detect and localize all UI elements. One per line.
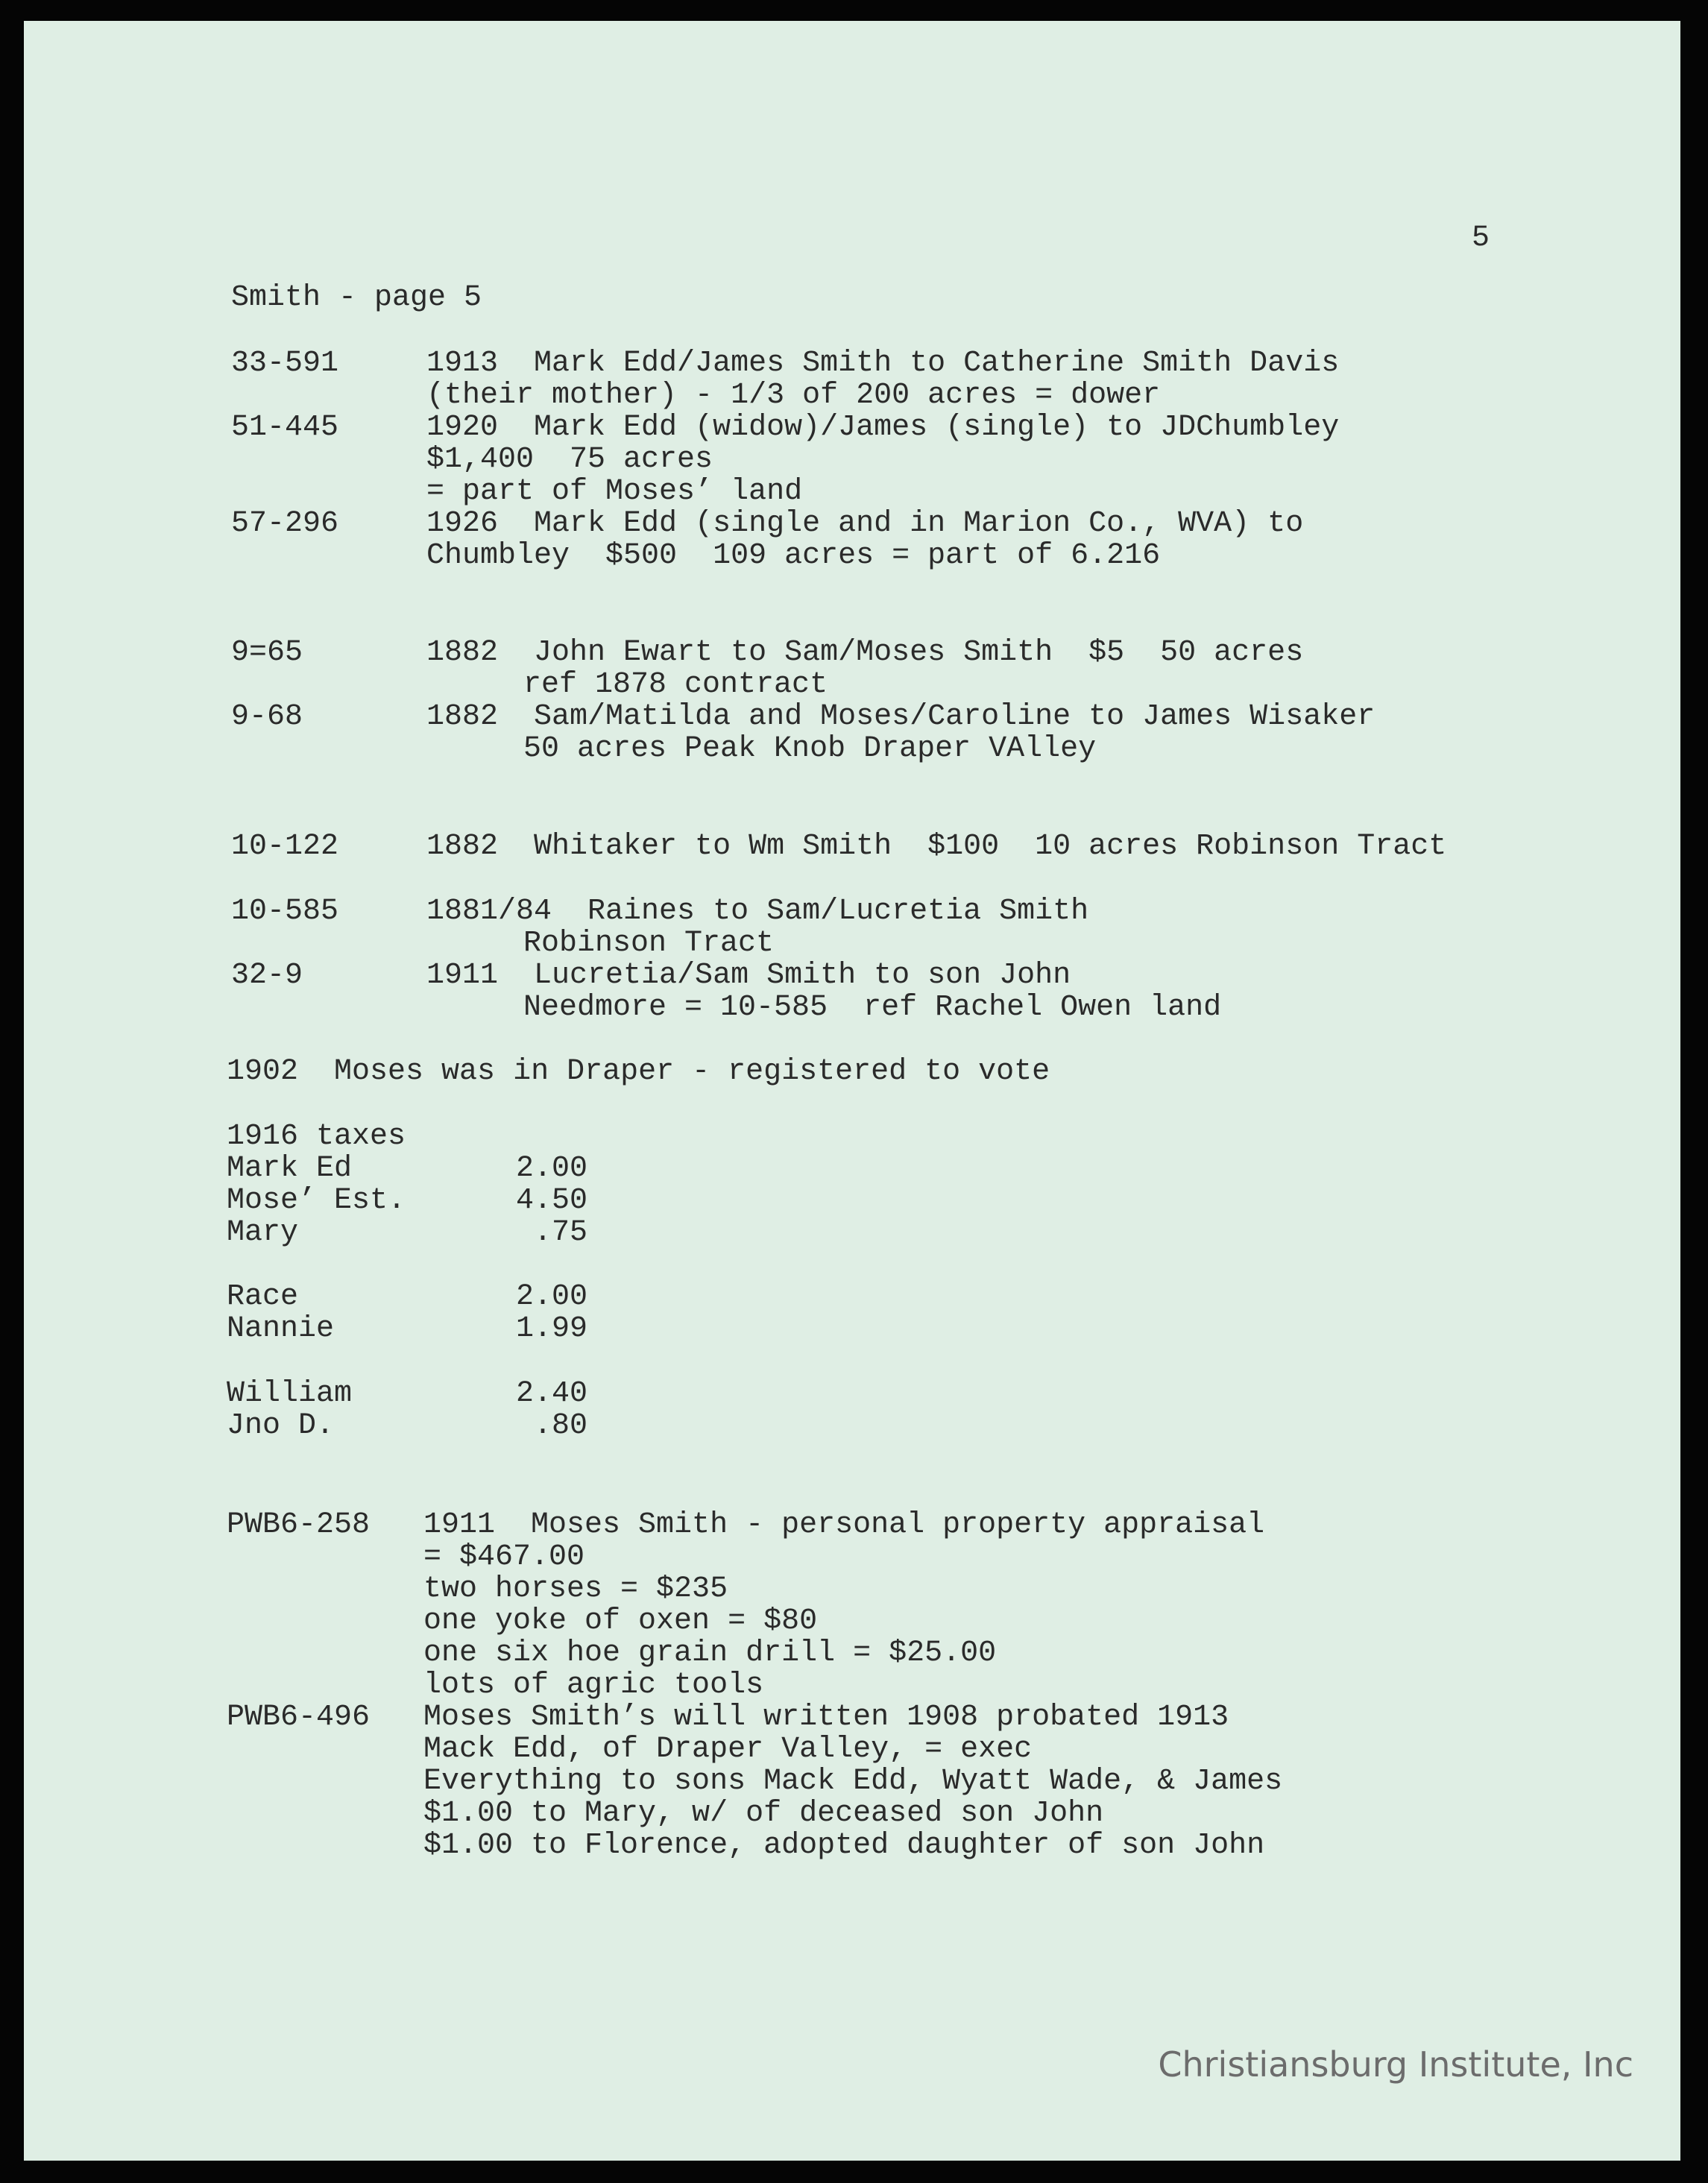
taxes-title: 1916 taxes xyxy=(227,1120,406,1153)
tax-amount: 4.50 xyxy=(516,1184,588,1217)
deed-ref: PWB6-258 xyxy=(227,1508,371,1542)
deed-ref: 10-122 xyxy=(231,830,339,863)
tax-name: Mary xyxy=(227,1216,299,1250)
document-page xyxy=(24,21,1680,2161)
deed-line: 1882 Whitaker to Wm Smith $100 10 acres Robinson Tract xyxy=(426,830,1447,863)
deed-line: Everything to sons Mack Edd, Wyatt Wade, & James xyxy=(423,1765,1283,1798)
deed-line: 1882 John Ewart to Sam/Moses Smith $5 50 acres xyxy=(426,636,1304,670)
deed-line: 50 acres Peak Knob Draper VAlley xyxy=(523,732,1097,766)
deed-line: lots of agric tools xyxy=(423,1669,764,1702)
deed-line: 1911 Lucretia/Sam Smith to son John xyxy=(426,959,1071,992)
deed-line: = part of Moses’ land xyxy=(426,475,803,508)
deed-line: Chumbley $500 109 acres = part of 6.216 xyxy=(426,539,1161,573)
deed-line: one six hoe grain drill = $25.00 xyxy=(423,1637,997,1670)
deed-ref: 9-68 xyxy=(231,700,303,734)
tax-name: William xyxy=(227,1377,353,1411)
deed-ref: 57-296 xyxy=(231,507,339,541)
tax-amount: .80 xyxy=(534,1409,588,1443)
deed-line: 1926 Mark Edd (single and in Marion Co., WVA) to xyxy=(426,507,1304,541)
deed-line: Mack Edd, of Draper Valley, = exec xyxy=(423,1733,1033,1766)
tax-amount: 2.40 xyxy=(516,1377,588,1411)
deed-line: 1911 Moses Smith - personal property appraisal xyxy=(423,1508,1265,1542)
deed-ref: 32-9 xyxy=(231,959,303,992)
deed-line: 1881/84 Raines to Sam/Lucretia Smith xyxy=(426,895,1089,928)
deed-ref: PWB6-496 xyxy=(227,1701,371,1734)
note-1902: 1902 Moses was in Draper - registered to vote xyxy=(227,1055,1050,1089)
tax-name: Mark Ed xyxy=(227,1152,353,1185)
deed-line: 1913 Mark Edd/James Smith to Catherine Smith Davis xyxy=(426,347,1340,380)
tax-name: Nannie xyxy=(227,1312,335,1346)
deed-line: = $467.00 xyxy=(423,1540,585,1574)
deed-line: $1.00 to Florence, adopted daughter of son John xyxy=(423,1829,1265,1862)
deed-ref: 33-591 xyxy=(231,347,339,380)
tax-name: Race xyxy=(227,1280,299,1314)
deed-line: (their mother) - 1/3 of 200 acres = dower xyxy=(426,379,1161,412)
deed-line: $1,400 75 acres xyxy=(426,443,713,476)
deed-line: one yoke of oxen = $80 xyxy=(423,1604,818,1638)
tax-amount: 2.00 xyxy=(516,1280,588,1314)
deed-ref: 51-445 xyxy=(231,411,339,444)
tax-amount: 1.99 xyxy=(516,1312,588,1346)
deed-line: Needmore = 10-585 ref Rachel Owen land xyxy=(523,991,1222,1024)
tax-name: Mose’ Est. xyxy=(227,1184,406,1217)
watermark: Christiansburg Institute, Inc xyxy=(1158,2044,1633,2085)
tax-amount: 2.00 xyxy=(516,1152,588,1185)
deed-line: Robinson Tract xyxy=(523,927,775,960)
tax-amount: .75 xyxy=(534,1216,588,1250)
page-header: Smith - page 5 xyxy=(231,281,482,315)
page-number: 5 xyxy=(1472,221,1490,255)
deed-line: 1882 Sam/Matilda and Moses/Caroline to James Wisaker xyxy=(426,700,1375,734)
deed-line: $1.00 to Mary, w/ of deceased son John xyxy=(423,1797,1104,1830)
deed-line: two horses = $235 xyxy=(423,1572,728,1606)
deed-line: 1920 Mark Edd (widow)/James (single) to JDChumbley xyxy=(426,411,1340,444)
deed-ref: 9=65 xyxy=(231,636,303,670)
deed-line: ref 1878 contract xyxy=(523,668,828,702)
deed-line: Moses Smith’s will written 1908 probated 1913 xyxy=(423,1701,1229,1734)
tax-name: Jno D. xyxy=(227,1409,335,1443)
deed-ref: 10-585 xyxy=(231,895,339,928)
